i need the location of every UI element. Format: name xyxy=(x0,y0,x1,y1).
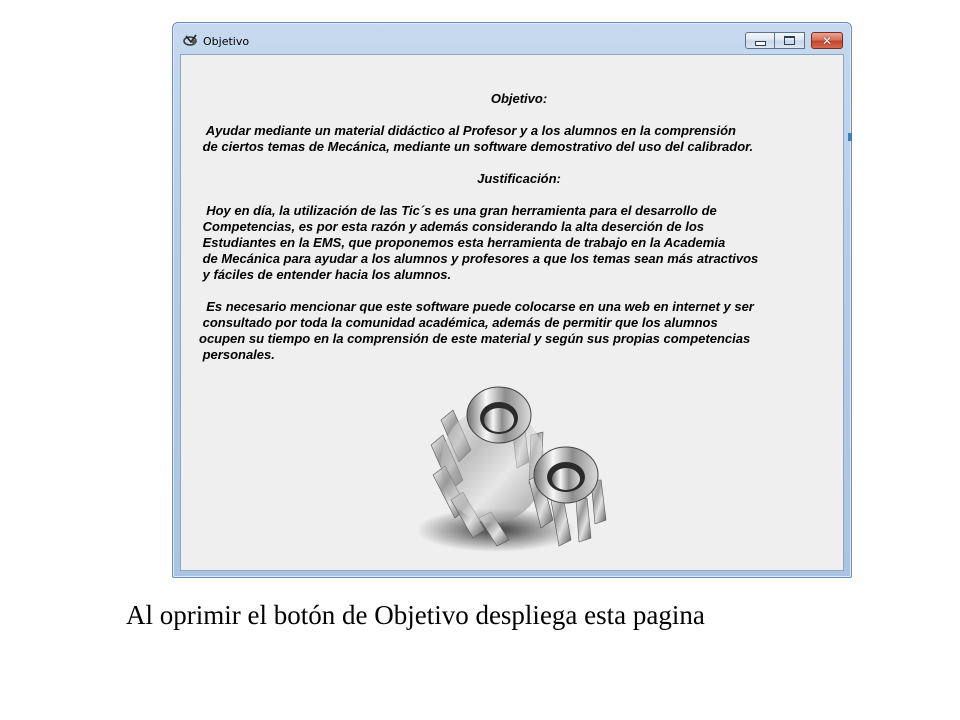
justification-line: Competencias, es por esta razón y además considerando la alta deserción de los xyxy=(199,219,705,234)
note-line: personales. xyxy=(199,347,275,362)
objective-paragraph xyxy=(199,123,839,155)
title-bar[interactable] xyxy=(173,23,851,53)
justification-line: Hoy en día, la utilización de las Tic´s es una gran herramienta para el desarrollo de xyxy=(199,203,717,218)
helical-gears-image xyxy=(401,380,621,560)
close-icon: ✕ xyxy=(821,33,833,48)
justification-line: y fáciles de entender hacia los alumnos. xyxy=(199,267,452,282)
slide-caption: Al oprimir el botón de Objetivo despliega esta pagina xyxy=(126,600,705,630)
window-client-area xyxy=(180,54,844,571)
minimize-button[interactable] xyxy=(745,32,775,49)
objective-heading: Objetivo: xyxy=(490,91,548,106)
justification-paragraph xyxy=(199,203,839,283)
content-text xyxy=(199,91,839,363)
note-line: ocupen su tiempo en la comprensión de este material y según sus propias competencias xyxy=(199,331,751,346)
window-title: Objetivo xyxy=(203,35,250,48)
objective-line: Ayudar mediante un material didáctico al Profesor y a los alumnos en la comprensión xyxy=(199,123,736,138)
justification-heading: Justificación: xyxy=(477,171,561,186)
background-window-edge xyxy=(848,133,852,141)
maximize-icon xyxy=(784,36,795,45)
note-line: Es necesario mencionar que este software puede colocarse en una web en internet y ser xyxy=(199,299,754,314)
justification-line: Estudiantes en la EMS, que proponemos esta herramienta de trabajo en la Academia xyxy=(199,235,726,250)
note-paragraph xyxy=(199,299,839,363)
note-line: consultado por toda la comunidad académica, además de permitir que los alumnos xyxy=(199,315,718,330)
objetivo-window xyxy=(172,22,852,578)
minimize-icon xyxy=(755,41,766,46)
objective-line: de ciertos temas de Mecánica, mediante un software demostrativo del uso del calibrador. xyxy=(199,139,754,154)
maximize-button[interactable] xyxy=(775,32,805,49)
app-logo-icon xyxy=(183,33,199,47)
close-button[interactable] xyxy=(811,32,843,49)
justification-line: de Mecánica para ayudar a los alumnos y profesores a que los temas sean más atractivos xyxy=(199,251,759,266)
